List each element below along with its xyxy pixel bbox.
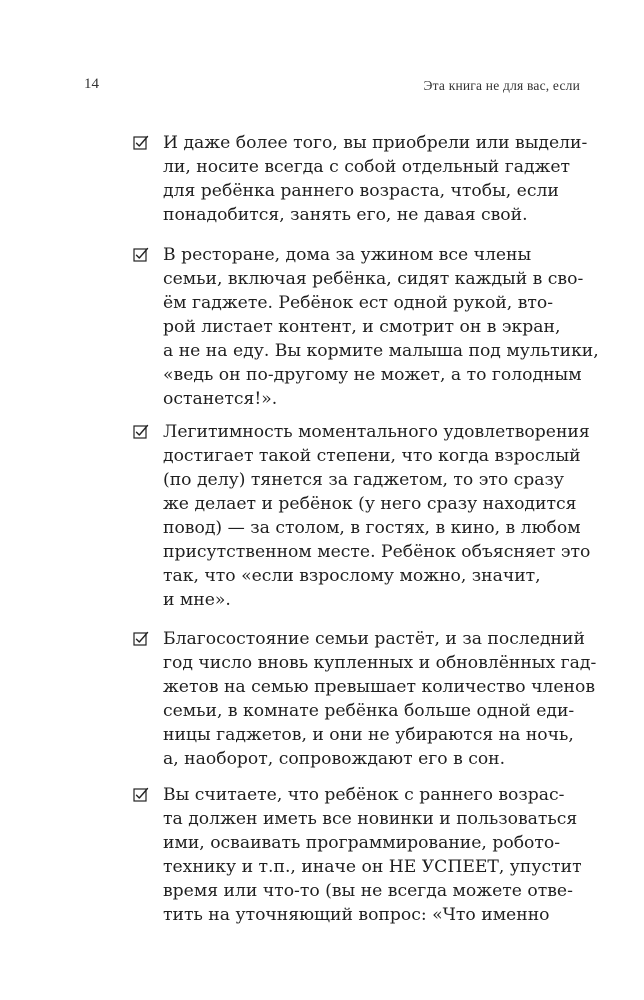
text-line: жетов на семью превышает количество членов — [163, 677, 596, 697]
checked-box-icon — [133, 247, 149, 263]
running-title: Эта книга не для вас, если — [423, 78, 580, 93]
text-line: так, что «если взрослому можно, значит, — [163, 566, 541, 586]
text-line: ницы гаджетов, и они не убираются на ночь, — [163, 725, 574, 745]
text-line: понадобится, занять его, не давая свой. — [163, 205, 528, 225]
text-line: та должен иметь все новинки и пользоваться — [163, 809, 578, 829]
text-line: «ведь он по-другому не может, а то голодным — [163, 365, 582, 385]
text-line: ли, носите всегда с собой отдельный гаджет — [163, 157, 571, 177]
text-line: семьи, включая ребёнка, сидят каждый в сво- — [163, 269, 584, 289]
checklist-item — [133, 783, 593, 927]
page-number: 14 — [84, 76, 99, 92]
text-line: тить на уточняющий вопрос: «Что именно — [163, 905, 550, 925]
text-line: Легитимность моментального удовлетворения — [163, 422, 590, 442]
text-line: Вы считаете, что ребёнок с раннего возрас- — [163, 785, 565, 805]
text-line: семьи, в комнате ребёнка больше одной еди- — [163, 701, 575, 721]
checked-box-icon — [133, 787, 149, 803]
text-line: В ресторане, дома за ужином все члены — [163, 245, 532, 265]
text-line: достигает такой степени, что когда взрослый — [163, 446, 581, 466]
text-line: и мне». — [163, 590, 231, 610]
checklist-item — [133, 420, 593, 612]
checked-box-icon — [133, 424, 149, 440]
text-line: технику и т.п., иначе он НЕ УСПЕЕТ, упустит — [163, 857, 582, 877]
checklist-item — [133, 243, 599, 411]
text-line: останется!». — [163, 389, 278, 409]
checklist-item — [133, 131, 593, 227]
text-line: время или что-то (вы не всегда можете отве- — [163, 881, 573, 901]
text-line: присутственном месте. Ребёнок объясняет это — [163, 542, 591, 562]
text-line: повод) — за столом, в гостях, в кино, в любом — [163, 518, 581, 538]
text-line: ими, осваивать программирование, робото- — [163, 833, 561, 853]
text-line: ём гаджете. Ребёнок ест одной рукой, вто- — [163, 293, 554, 313]
text-line: И даже более того, вы приобрели или выдели- — [163, 133, 588, 153]
checklist-item — [133, 627, 597, 771]
text-line: год число вновь купленных и обновлённых гад- — [163, 653, 597, 673]
text-line: Благосостояние семьи растёт, и за последний — [163, 629, 585, 649]
text-line: а не на еду. Вы кормите малыша под мультики, — [163, 341, 599, 361]
checked-box-icon — [133, 135, 149, 151]
text-line: для ребёнка раннего возраста, чтобы, если — [163, 181, 559, 201]
checked-box-icon — [133, 631, 149, 647]
text-line: рой листает контент, и смотрит он в экран, — [163, 317, 561, 337]
text-line: а, наоборот, сопровождают его в сон. — [163, 749, 506, 769]
text-line: (по делу) тянется за гаджетом, то это сразу — [163, 470, 565, 490]
text-line: же делает и ребёнок (у него сразу находится — [163, 494, 577, 514]
